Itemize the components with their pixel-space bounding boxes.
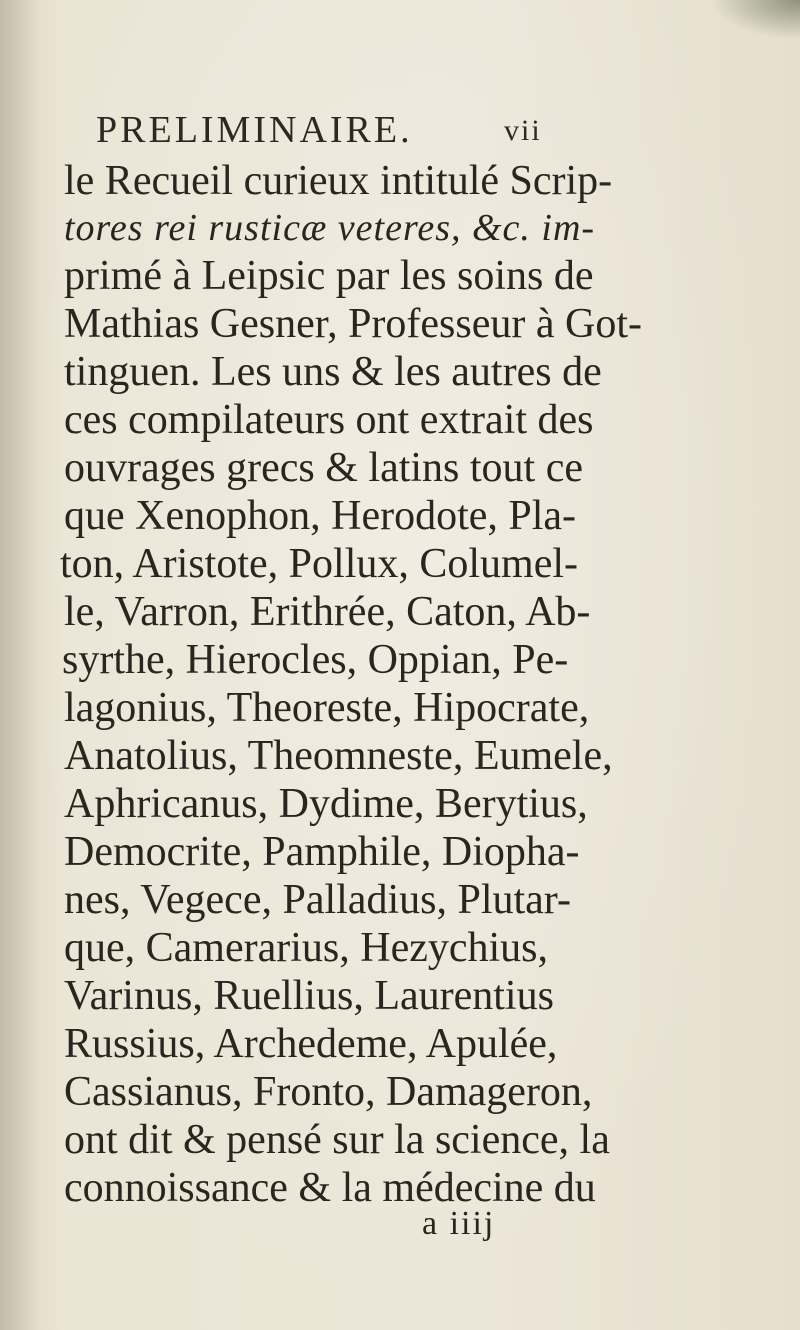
text-line: tinguen. Les uns & les autres de [64,349,602,395]
text-line: ont dit & pensé sur la science, la [64,1117,610,1163]
text-line: Cassianus, Fronto, Damageron, [64,1069,593,1115]
text-line: nes, Vegece, Palladius, Plutar- [64,877,571,923]
text-line: tores rei rusticæ veteres, &c. im- [64,207,596,249]
text-line: le Recueil curieux intitulé Scrip- [64,158,613,204]
text-line: ton, Aristote, Pollux, Columel- [60,541,579,587]
signature-mark: a iiij [422,1205,496,1242]
text-line: syrthe, Hierocles, Oppian, Pe- [62,637,569,683]
text-line: Anatolius, Theomneste, Eumele, [64,733,613,779]
text-line: Democrite, Pamphile, Diopha- [64,829,580,875]
text-line: lagonius, Theoreste, Hipocrate, [64,685,590,731]
text-line: ces compilateurs ont extrait des [64,397,594,443]
text-line: ouvrages grecs & latins tout ce [64,445,584,491]
text-line: Aphricanus, Dydime, Berytius, [64,781,588,827]
text-line: que, Camerarius, Hezychius, [64,925,549,971]
text-line: que Xenophon, Herodote, Pla- [64,493,577,539]
page-gutter-shadow [0,0,40,1330]
corner-stain [710,0,800,40]
running-head: PRELIMINAIRE. [96,109,413,151]
text-line: Varinus, Ruellius, Laurentius [64,973,554,1019]
text-line: primé à Leipsic par les soins de [64,253,594,299]
page-header [96,108,736,156]
text-line: connoissance & la médecine du [64,1165,596,1211]
page-number: vii [504,114,542,147]
text-line: Russius, Archedeme, Apulée, [64,1021,558,1067]
text-line: le, Varron, Erithrée, Caton, Ab- [64,589,591,635]
text-line: Mathias Gesner, Professeur à Got- [64,301,642,347]
